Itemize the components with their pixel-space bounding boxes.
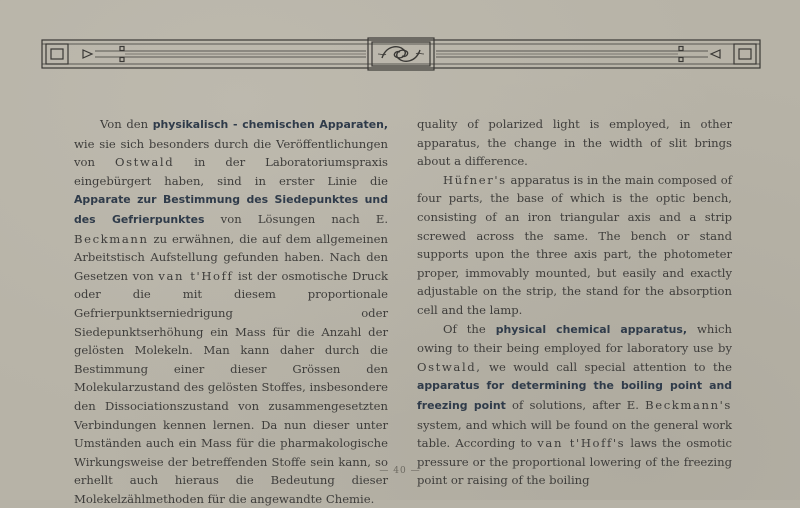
center-medallion: [368, 38, 434, 70]
text-run: system, and which will be found on the general work table. According to: [417, 417, 732, 451]
page-number: — 40 —: [379, 466, 421, 476]
german-text-column: [74, 115, 388, 508]
name-beckmann: Beckmann's: [645, 397, 732, 412]
text-run: zu erwähnen, die auf dem allgemeinen Arbeitstisch Aufstellung gefunden haben. Nach den Gesetzen von: [74, 231, 388, 283]
name-vant-hoff: van t'Hoff's: [537, 436, 626, 451]
english-paragraph-1: quality of polarized light is employed, in other apparatus, the change in the width of slit brings about a difference.: [417, 117, 732, 169]
name-ostwald: Ostwald: [114, 155, 175, 170]
name-hufner: Hüfner's: [443, 172, 507, 187]
text-run: ist der osmotische Druck oder die mit diesem proportionale Gefrierpunktserniedrigung oder Siedepunktserhöhung ein Mass für die Anzahl der gelösten Molekeln. Man kann daher durch die Bestimmung einer dieser Grössen den Molekularzustand des gelösten Stoffes, insbesondere den Dissociationszustand von zusammengesetzten Verbindungen kennen lernen. Da nun dieser unter Umständen auch ein Mass für die pharmakologische Wirkungsweise der betreffenden Stoffe sein kann, so erhellt auch hieraus die Bedeutung dieser Molekelzählmethoden für die angewandte Chemie.: [74, 268, 388, 506]
text-run: von Lösungen nach E.: [204, 211, 389, 226]
text-run: which owing to their being employed for laboratory use by: [417, 321, 733, 356]
english-paragraph-2: [417, 171, 732, 320]
bold-heading-physikalisch: physikalisch - chemischen Apparaten,: [152, 118, 388, 131]
text-run: wie sie sich besonders durch die Veröffentlichungen von: [74, 136, 388, 170]
text-run: Von den: [100, 117, 153, 131]
header-ornament: [0, 0, 800, 90]
swirl-icon: [382, 47, 405, 58]
text-run: in der Laboratoriumspraxis eingebürgert haben, sind in erster Linie die: [74, 155, 388, 188]
left-square-icon: [46, 44, 68, 64]
bold-heading-apparate: Apparate zur Bestimmung des Siedepunktes und des Gefrierpunktes: [74, 193, 388, 226]
text-run: of solutions, after E.: [505, 397, 646, 412]
text-run: Of the: [443, 321, 496, 336]
text-run: laws the osmotic pressure or the proportional lowering of the freezing point or raising of the boiling: [417, 436, 732, 488]
right-triangle-icon: [711, 50, 720, 58]
left-triangle-icon: [83, 50, 92, 58]
name-ostwald: Ostwald,: [417, 359, 482, 374]
right-square-icon: [734, 44, 756, 64]
text-run: apparatus is in the main composed of four parts, the base of which is the optic bench, consisting of an iron triangular axis and a strip screwed across the same. The bench or stand supports upon the three axis part, the photometer proper, immovably mounted, but easily and exactly adjustable on the strip, the stand for the absorption cell and the lamp.: [417, 172, 732, 317]
english-paragraph-3: [417, 320, 732, 490]
text-run: we would call special attention to the: [481, 359, 732, 374]
bold-heading-apparatus: apparatus for determining the boiling point and freezing point: [417, 379, 732, 412]
english-text-column: [417, 115, 732, 490]
name-vant-hoff: van t'Hoff: [158, 268, 234, 283]
name-beckmann: Beckmann: [74, 231, 149, 246]
german-paragraph: [74, 115, 388, 508]
bold-heading-physical-chemical: physical chemical apparatus,: [495, 322, 687, 336]
